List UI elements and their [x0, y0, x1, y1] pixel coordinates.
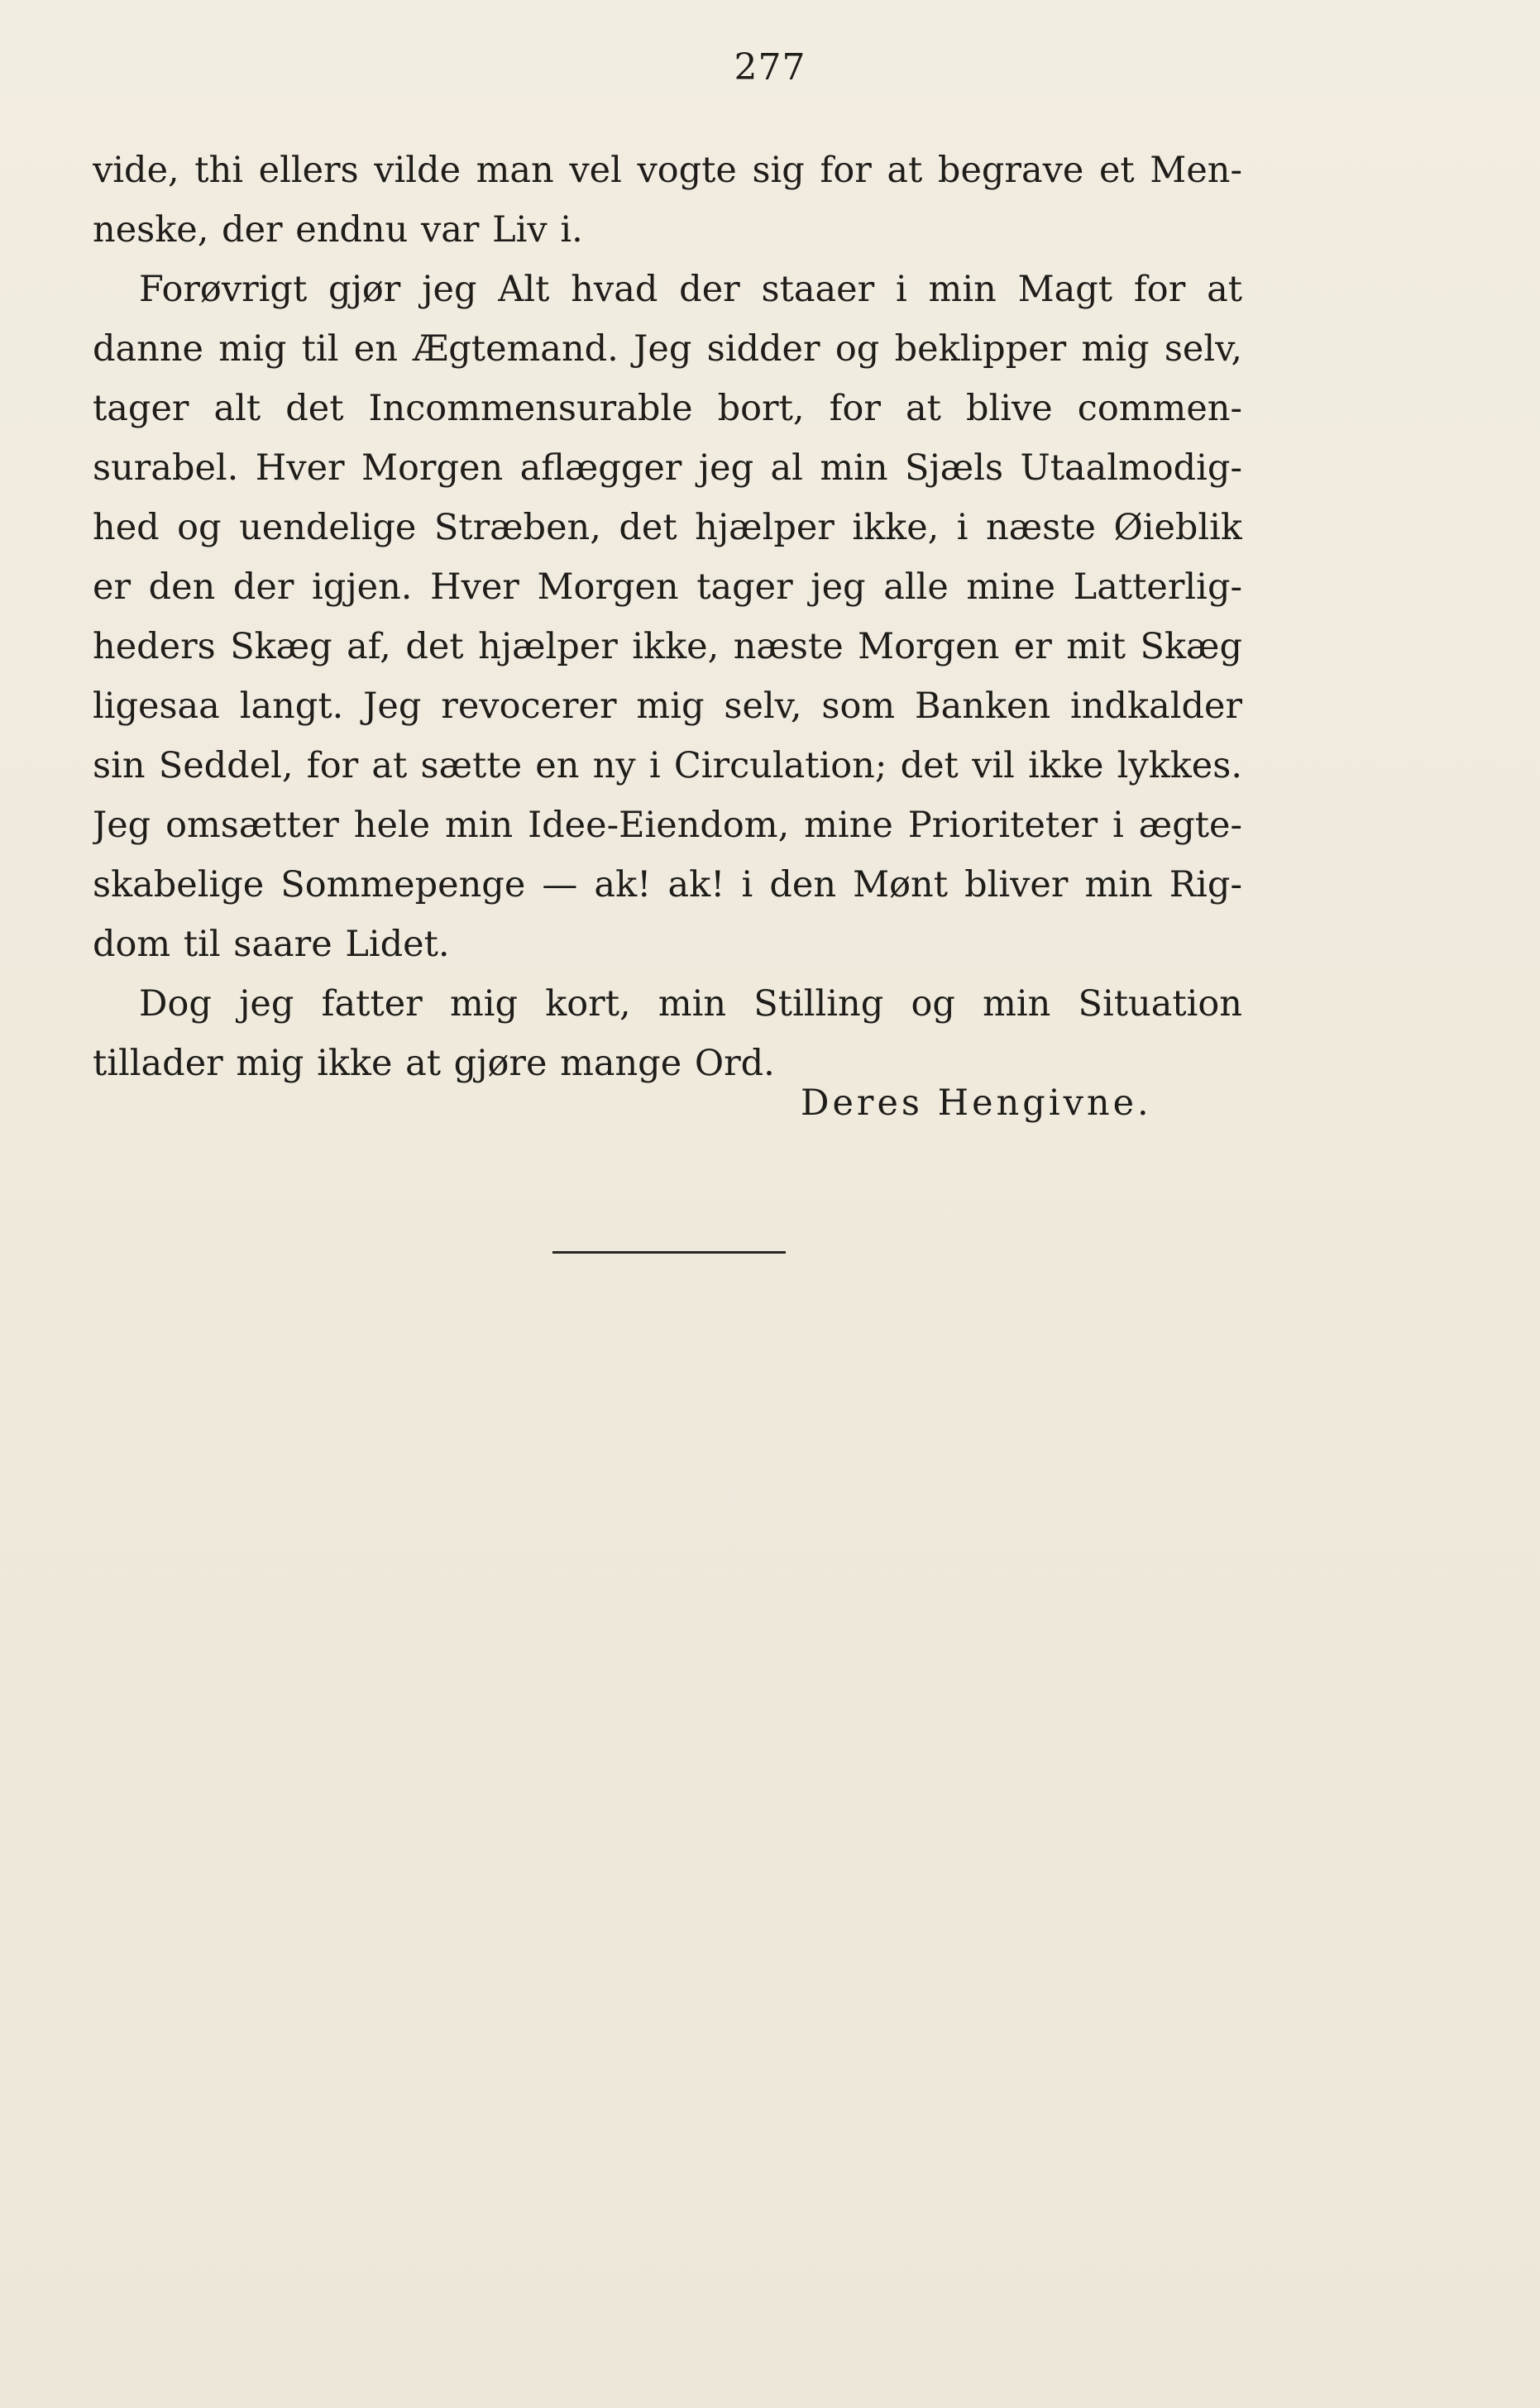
text-line: tager alt det Incommensurable bort, for at blive commen- [93, 388, 1242, 429]
page-number: 277 [734, 46, 806, 88]
text-line: surabel. Hver Morgen aflægger jeg al min Sjæls Utaalmodig- [93, 447, 1242, 489]
text-line: tillader mig ikke at gjøre mange Ord. [93, 1043, 775, 1084]
text-line: sin Seddel, for at sætte en ny i Circulation; det vil ikke lykkes. [93, 745, 1242, 786]
text-line: er den der igjen. Hver Morgen tager jeg alle mine Latterlig- [93, 566, 1242, 608]
text-line: Dog jeg fatter mig kort, min Stilling og min Situation [139, 983, 1242, 1025]
text-line: danne mig til en Ægtemand. Jeg sidder og beklipper mig selv, [93, 328, 1242, 370]
body-text [93, 141, 1242, 1093]
section-divider [552, 1251, 786, 1254]
text-line: ligesaa langt. Jeg revocerer mig selv, som Banken indkalder [93, 686, 1242, 727]
text-line: Forøvrigt gjør jeg Alt hvad der staaer i min Magt for at [139, 269, 1242, 310]
text-line: heders Skæg af, det hjælper ikke, næste Morgen er mit Skæg [93, 626, 1242, 667]
signature: Deres Hengivne. [801, 1082, 1152, 1124]
text-line: dom til saare Lidet. [93, 924, 450, 965]
text-line: skabelige Sommepenge — ak! ak! i den Mønt bliver min Rig- [93, 864, 1242, 905]
text-line: Jeg omsætter hele min Idee-Eiendom, mine Prioriteter i ægte- [93, 805, 1242, 846]
text-line: hed og uendelige Stræben, det hjælper ikke, i næste Øieblik [93, 507, 1242, 548]
text-line: neske, der endnu var Liv i. [93, 209, 583, 251]
text-line: vide, thi ellers vilde man vel vogte sig for at begrave et Men- [93, 150, 1242, 191]
